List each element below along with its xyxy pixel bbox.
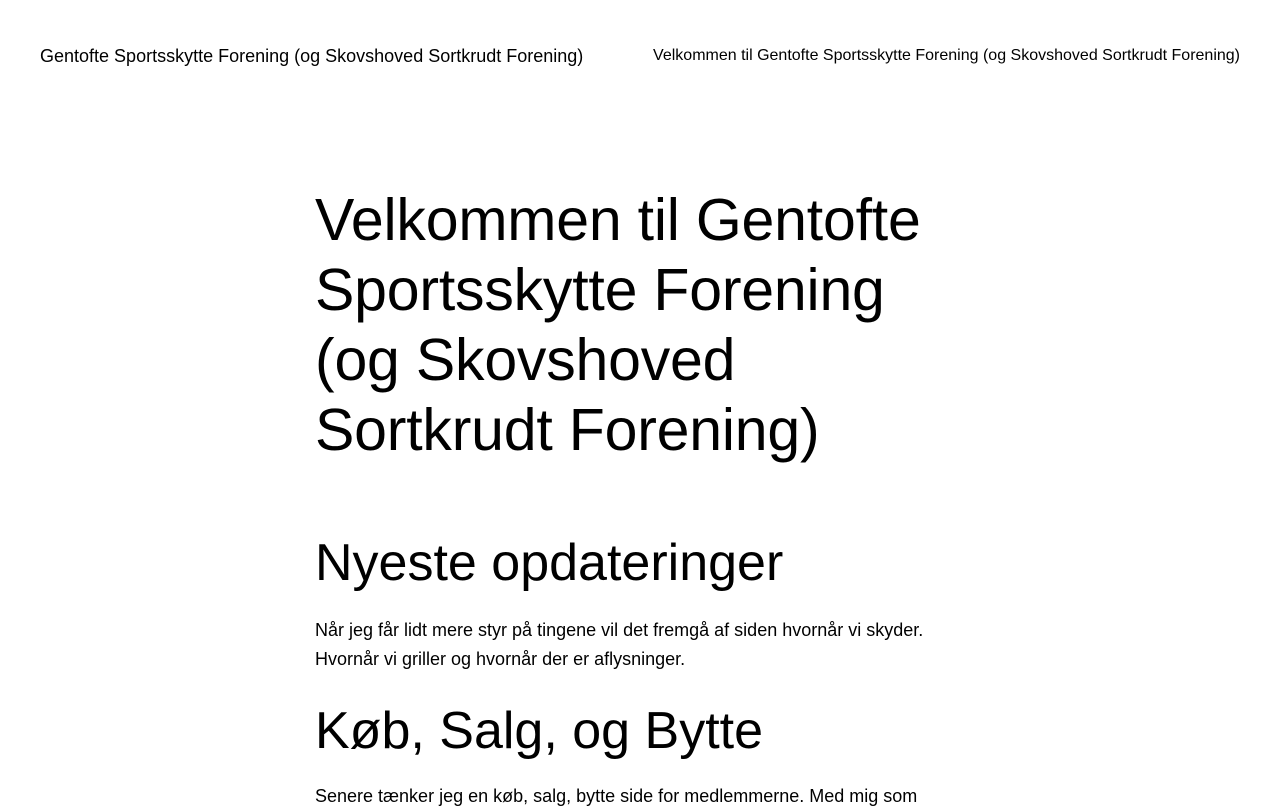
site-title-link[interactable]: Gentofte Sportsskytte Forening (og Skovshoved Sortkrudt Forening) [40,46,584,66]
section-text-buy-sell-trade: Senere tænker jeg en køb, salg, bytte side for medlemmerne. Med mig som [315,786,918,806]
header-navigation [653,45,1240,67]
nav-link-home[interactable]: Velkommen til Gentofte Sportsskytte Forening (og Skovshoved Sortkrudt Forening) [653,47,1240,64]
section-heading-buy-sell-trade: Køb, Salg, og Bytte [315,702,764,760]
section-heading-latest-updates: Nyeste opdateringer [315,534,784,592]
section-text-latest-updates: Når jeg får lidt mere styr på tingene vil det fremgå af siden hvornår vi skyder. Hvornår vi griller og hvornår der er aflysninger. [315,620,924,669]
site-header [0,0,1280,112]
page-title: Velkommen til Gentofte Sportsskytte Forening (og Skovshoved Sortkrudt Forening) [315,187,921,463]
